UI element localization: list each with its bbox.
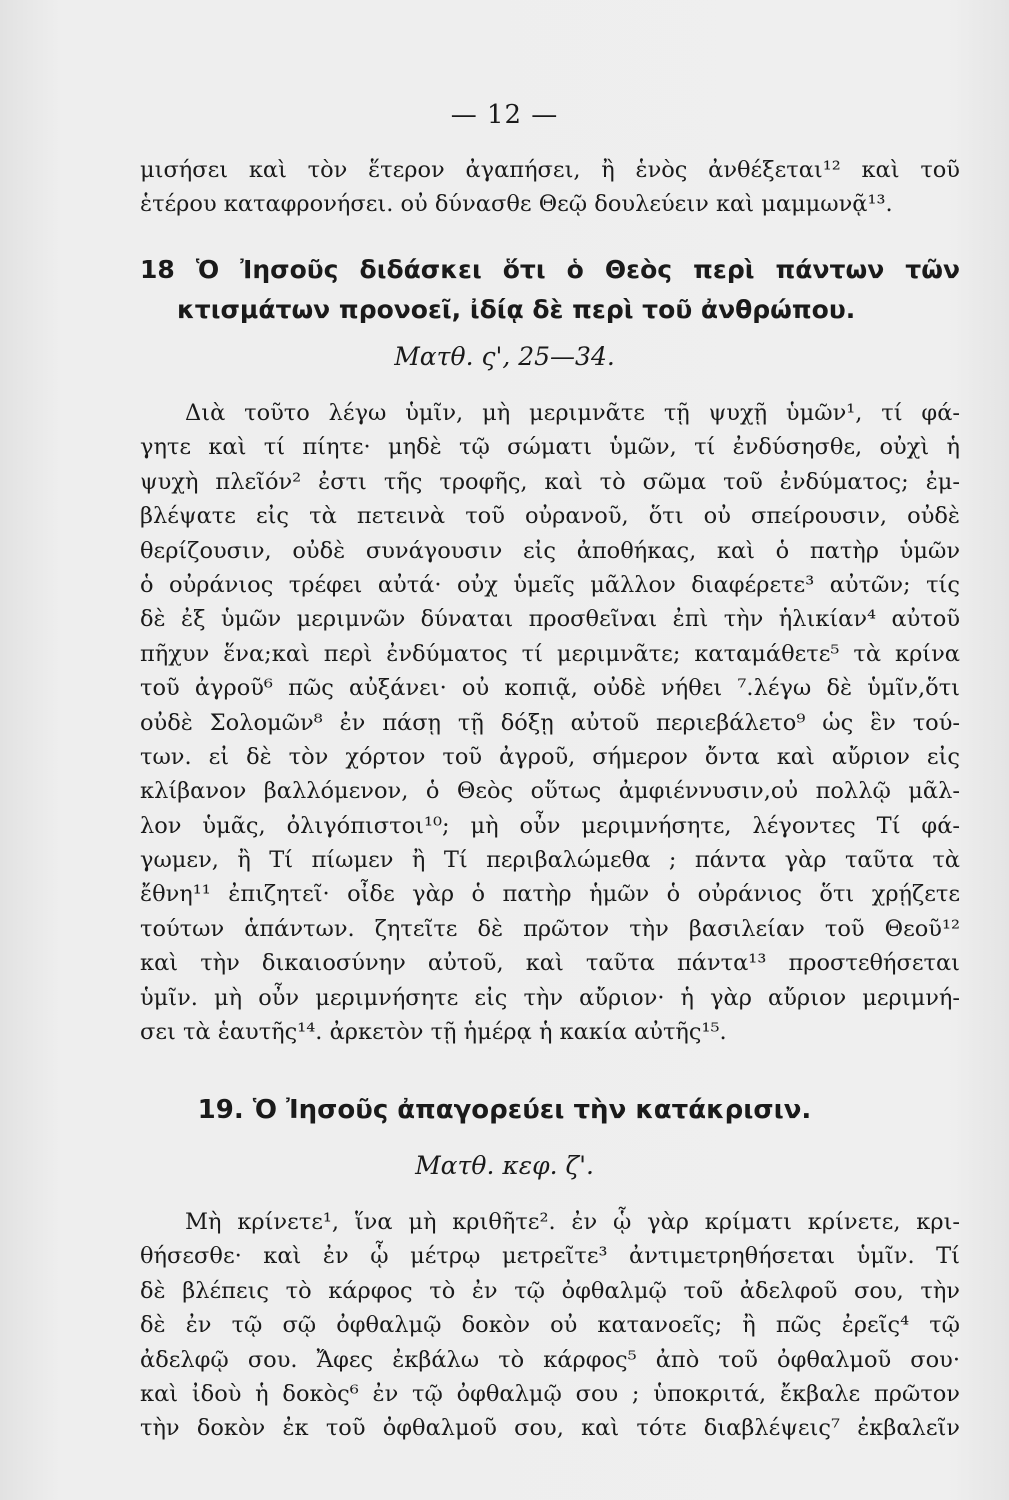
section-19-reference: Ματθ. κεφ. ζ'. bbox=[415, 1151, 594, 1180]
section-19-heading bbox=[0, 1095, 1009, 1125]
text-line: τοῦ ἀγροῦ⁶ πῶς αὐξάνει· οὐ κοπιᾷ, οὐδὲ νήθει ⁷.λέγω δὲ ὑμῖν,ὅτι bbox=[140, 675, 960, 702]
text-line: τούτων ἁπάντων. ζητεῖτε δὲ πρῶτον τὴν βασιλείαν τοῦ Θεοῦ¹² bbox=[140, 915, 960, 942]
section-19-text bbox=[140, 1205, 960, 1446]
paragraph-continued bbox=[140, 153, 960, 222]
text-line: δὲ βλέπεις τὸ κάρφος τὸ ἐν τῷ ὀφθαλμῷ τοῦ ἀδελφοῦ σου, τὴν bbox=[140, 1277, 960, 1304]
text-line: ψυχὴ πλεῖόν² ἐστι τῆς τροφῆς, καὶ τὸ σῶμα τοῦ ἐνδύματος; ἐμ- bbox=[140, 468, 960, 495]
text-line: Διὰ τοῦτο λέγω ὑμῖν, μὴ μεριμνᾶτε τῇ ψυχῇ ὑμῶν¹, τί φά- bbox=[185, 400, 960, 426]
text-line: ὁ οὐράνιος τρέφει αὐτά· οὐχ ὑμεῖς μᾶλλον διαφέρετε³ αὐτῶν; τίς bbox=[140, 571, 960, 598]
text-line: δὲ ἐν τῷ σῷ ὀφθαλμῷ δοκὸν οὐ κατανοεῖς; ἢ πῶς ἐρεῖς⁴ τῷ bbox=[140, 1312, 960, 1339]
text-line: των. εἰ δὲ τὸν χόρτον τοῦ ἀγροῦ, σήμερον ὄντα καὶ αὔριον εἰς bbox=[140, 743, 960, 770]
text-line: σει τὰ ἑαυτῆς¹⁴. ἀρκετὸν τῇ ἡμέρᾳ ἡ κακία αὐτῆς¹⁵. bbox=[140, 1019, 727, 1046]
text-line: πῆχυν ἕνα;καὶ περὶ ἐνδύματος τί μεριμνᾶτε; καταμάθετε⁵ τὰ κρίνα bbox=[140, 640, 960, 667]
text-line: γητε καὶ τί πίητε· μηδὲ τῷ σώματι ὑμῶν, τί ἐνδύσησθε, οὐχὶ ἡ bbox=[140, 434, 960, 461]
text-line: ὑμῖν. μὴ οὖν μεριμνήσητε εἰς τὴν αὔριον· ἡ γὰρ αὔριον μεριμνή- bbox=[140, 984, 960, 1011]
text-line: ἔθνη¹¹ ἐπιζητεῖ· οἶδε γὰρ ὁ πατὴρ ἡμῶν ὁ οὐράνιος ὅτι χρῄζετε bbox=[140, 881, 960, 908]
heading-line: κτισμάτων προνοεῖ, ἰδίᾳ δὲ περὶ τοῦ ἀνθρώπου. bbox=[177, 295, 856, 324]
text-line: καὶ ἰδοὺ ἡ δοκὸς⁶ ἐν τῷ ὀφθαλμῷ σου ; ὑποκριτά, ἔκβαλε πρῶτον bbox=[140, 1380, 960, 1407]
section-18-reference: Ματθ. ς', 25—34. bbox=[394, 342, 615, 371]
text-line: καὶ τὴν δικαιοσύνην αὐτοῦ, καὶ ταῦτα πάντα¹³ προστεθήσεται bbox=[140, 950, 960, 977]
text-line: δὲ ἐξ ὑμῶν μεριμνῶν δύναται προσθεῖναι ἐπὶ τὴν ἡλικίαν⁴ αὐτοῦ bbox=[140, 606, 960, 633]
text-line: ἑτέρου καταφρονήσει. οὐ δύνασθε Θεῷ δουλεύειν καὶ μαμμωνᾷ¹³. bbox=[140, 191, 893, 218]
text-line: γωμεν, ἢ Τί πίωμεν ἢ Τί περιβαλώμεθα ; πάντα γὰρ ταῦτα τὰ bbox=[140, 847, 960, 874]
text-line: ἀδελφῷ σου. Ἄφες ἐκβάλω τὸ κάρφος⁵ ἀπὸ τοῦ ὀφθαλμοῦ σου· bbox=[140, 1346, 960, 1373]
text-line: βλέψατε εἰς τὰ πετεινὰ τοῦ οὐρανοῦ, ὅτι οὐ σπείρουσιν, οὐδὲ bbox=[140, 503, 960, 530]
text-line: λον ὑμᾶς, ὀλιγόπιστοι¹⁰; μὴ οὖν μεριμνήσητε, λέγοντες Τί φά- bbox=[140, 812, 960, 839]
text-line: Μὴ κρίνετε¹, ἵνα μὴ κριθῆτε². ἐν ᾧ γὰρ κρίματι κρίνετε, κρι- bbox=[185, 1209, 960, 1235]
text-line: θερίζουσιν, οὐδὲ συνάγουσιν εἰς ἀποθήκας, καὶ ὁ πατὴρ ὑμῶν bbox=[140, 537, 960, 564]
text-line: θήσεσθε· καὶ ἐν ᾧ μέτρῳ μετρεῖτε³ ἀντιμετρηθήσεται ὑμῖν. Τί bbox=[140, 1243, 960, 1270]
page-number: — 12 — bbox=[450, 100, 559, 130]
text-line: οὐδὲ Σολομῶν⁸ ἐν πάσῃ τῇ δόξῃ αὐτοῦ περιεβάλετο⁹ ὡς ἓν τού- bbox=[140, 709, 960, 736]
text-line: τὴν δοκὸν ἐκ τοῦ ὀφθαλμοῦ σου, καὶ τότε διαβλέψεις⁷ ἐκβαλεῖν bbox=[140, 1415, 960, 1442]
section-18-text bbox=[140, 396, 960, 1049]
heading-line: 19. Ὁ Ἰησοῦς ἀπαγορεύει τὴν κατάκρισιν. bbox=[197, 1095, 812, 1125]
heading-line: 18 Ὁ Ἰησοῦς διδάσκει ὅτι ὁ Θεὸς περὶ πάντων τῶν bbox=[140, 255, 960, 284]
text-line: μισήσει καὶ τὸν ἕτερον ἀγαπήσει, ἢ ἑνὸς ἀνθέξεται¹² καὶ τοῦ bbox=[140, 157, 960, 183]
text-line: κλίβανον βαλλόμενον, ὁ Θεὸς οὕτως ἀμφιέννυσιν,οὐ πολλῷ μᾶλ- bbox=[140, 778, 960, 805]
section-18-heading bbox=[140, 250, 960, 330]
